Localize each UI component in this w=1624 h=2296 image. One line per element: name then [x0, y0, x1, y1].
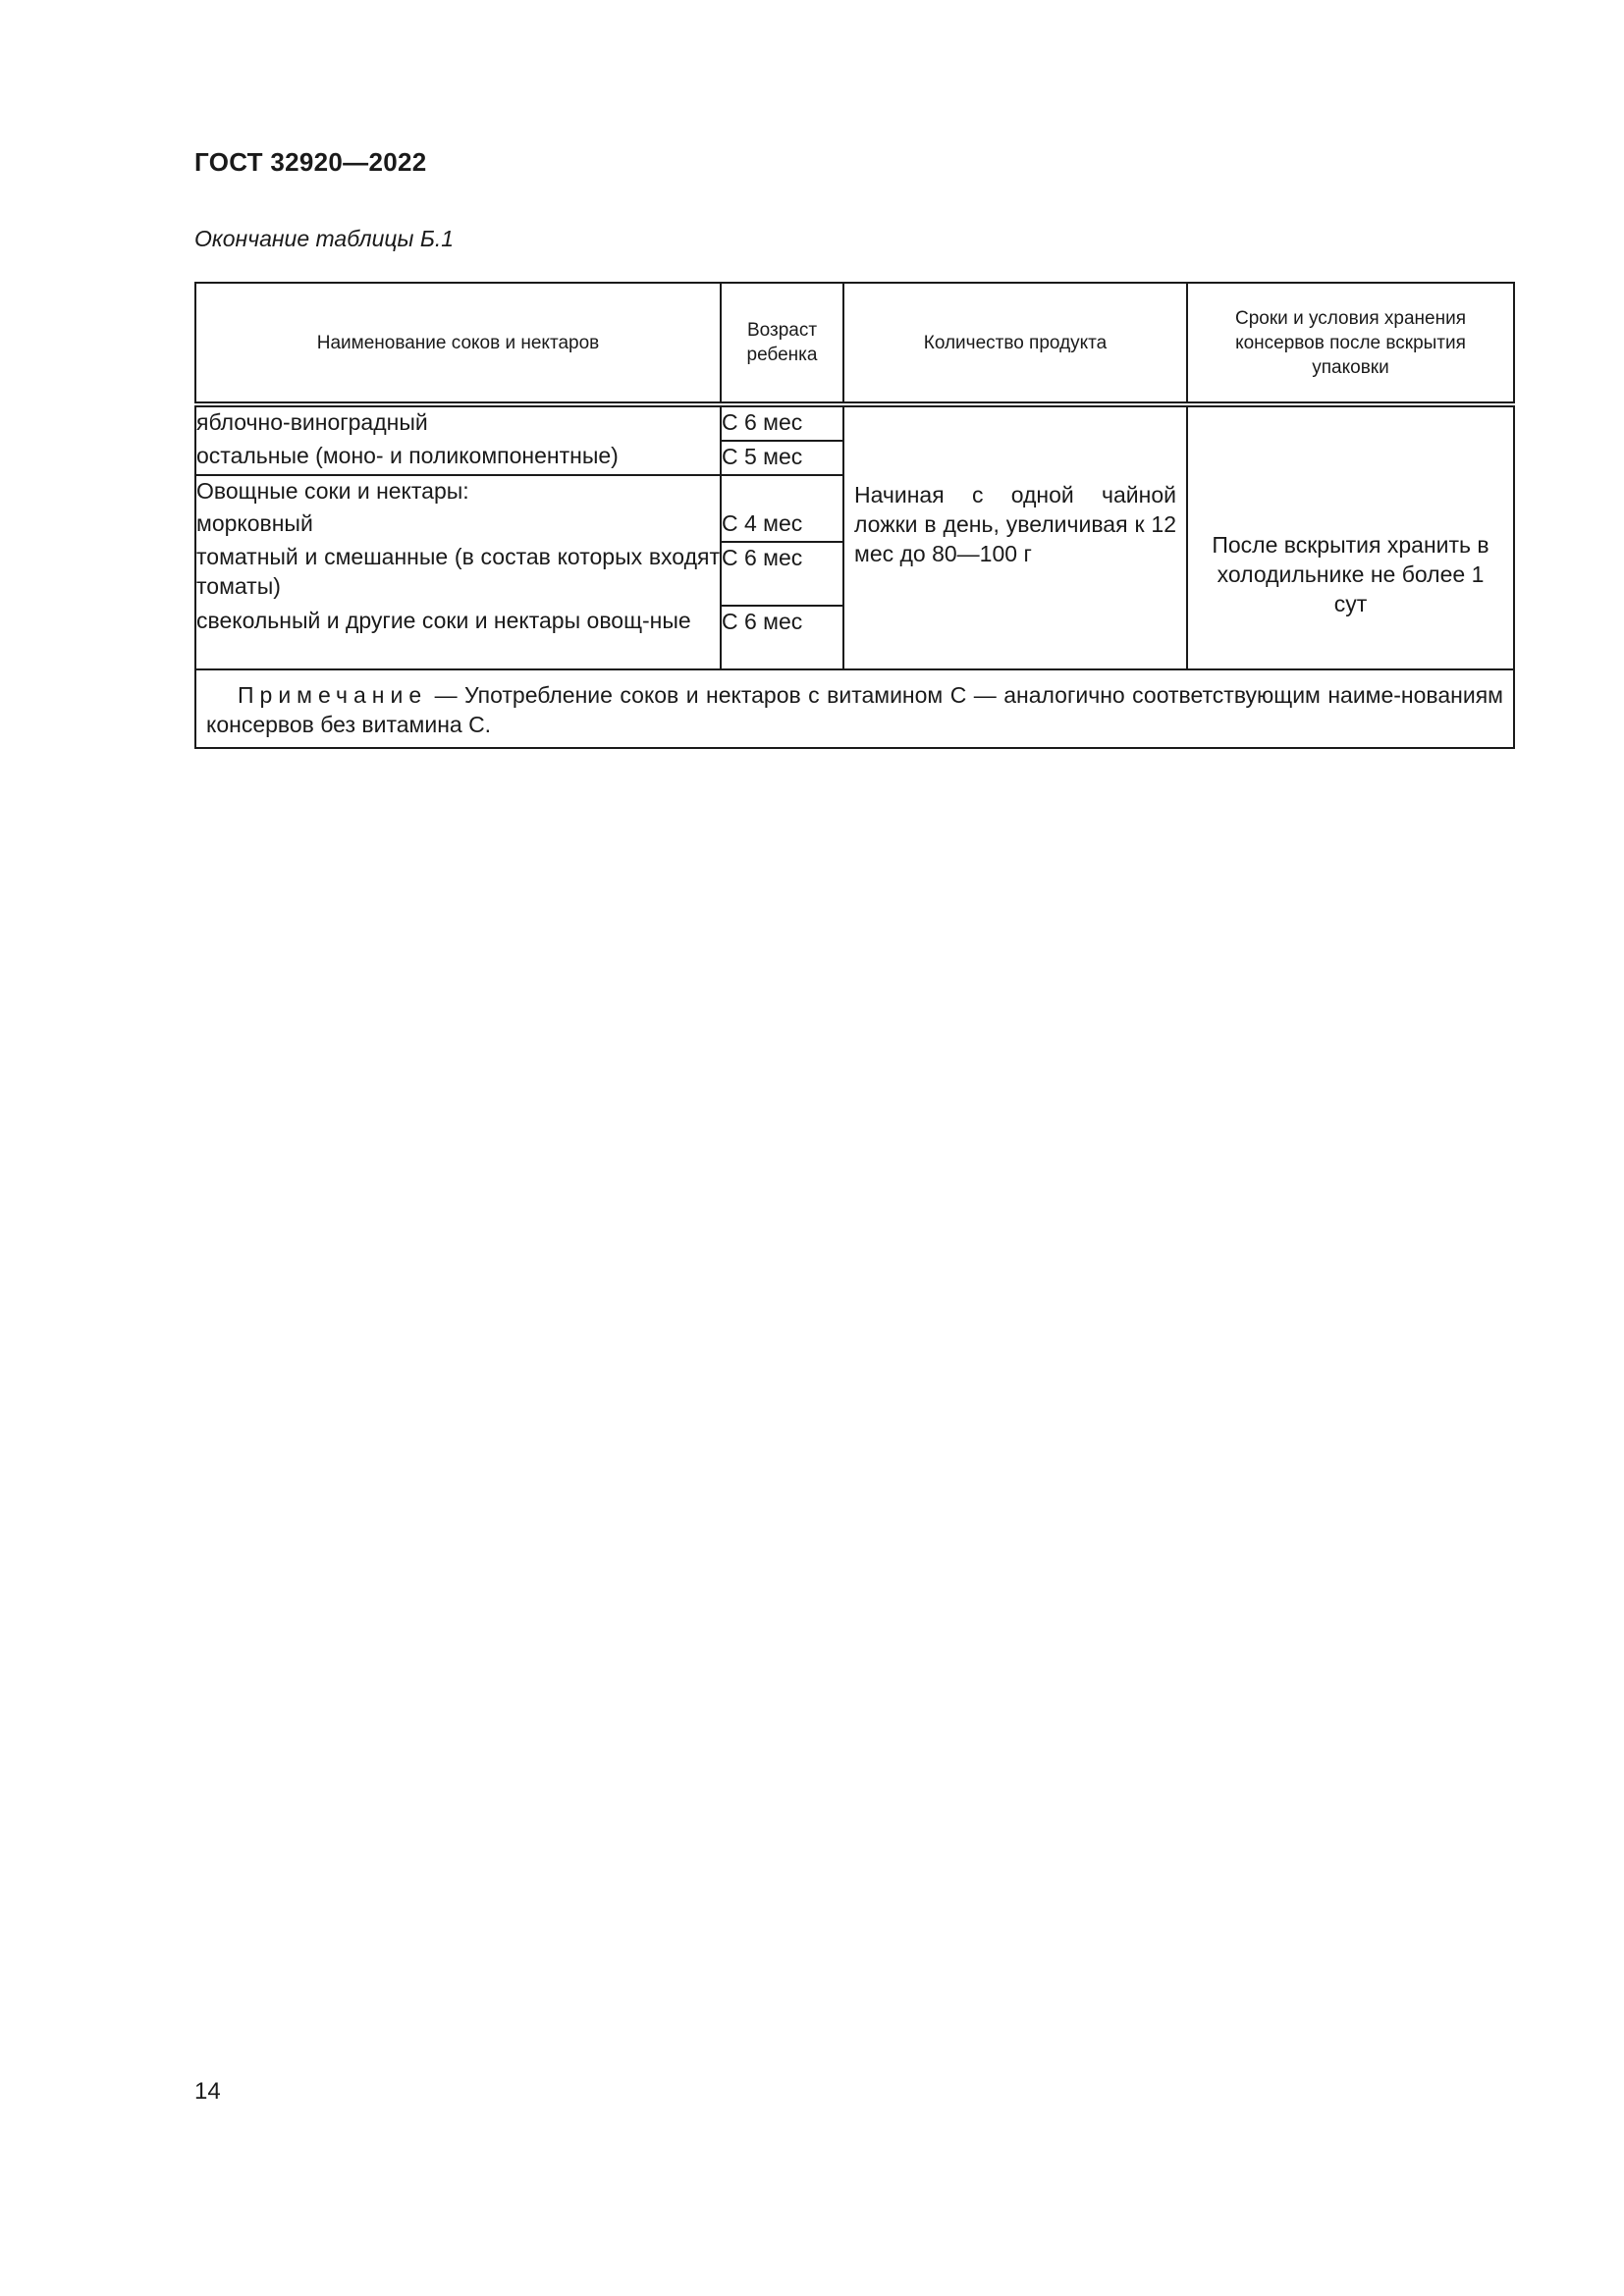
child-age	[721, 475, 843, 508]
page-number: 14	[194, 2078, 221, 2105]
juice-nectar-table	[194, 282, 1515, 749]
note-label: Примечание	[238, 682, 428, 708]
juice-group-heading: Овощные соки и нектары:	[195, 475, 721, 508]
document-id: ГОСТ 32920—2022	[194, 147, 427, 177]
column-header-name: Наименование соков и нектаров	[195, 283, 721, 404]
table-caption: Окончание таблицы Б.1	[194, 226, 455, 251]
column-header-quantity: Количество продукта	[843, 283, 1187, 404]
note-text: — Употребление соков и нектаров с витамином С — аналогично соответствующим наиме-нованиям консервов без витамина С.	[206, 682, 1503, 737]
table-note-row	[195, 669, 1514, 748]
column-header-age: Возраст ребенка	[721, 283, 843, 404]
child-age: С 6 мес	[721, 404, 843, 441]
product-quantity: Начиная с одной чайной ложки в день, увеличивая к 12 мес до 80—100 г	[843, 404, 1187, 669]
juice-name: яблочно-виноградный	[195, 404, 721, 441]
child-age: С 6 мес	[721, 542, 843, 606]
table-note	[195, 669, 1514, 748]
juice-name: морковный	[195, 508, 721, 542]
column-header-storage: Сроки и условия хранения консервов после вскрытия упаковки	[1187, 283, 1514, 404]
storage-conditions: После вскрытия хранить в холодильнике не более 1 сут	[1187, 404, 1514, 669]
juice-name: свекольный и другие соки и нектары овощ-ные	[195, 606, 721, 669]
juice-name: остальные (моно- и поликомпонентные)	[195, 441, 721, 475]
child-age: С 6 мес	[721, 606, 843, 669]
juice-name: томатный и смешанные (в состав которых входят томаты)	[195, 542, 721, 606]
child-age: С 5 мес	[721, 441, 843, 475]
table-row	[195, 404, 1514, 441]
child-age: С 4 мес	[721, 508, 843, 542]
